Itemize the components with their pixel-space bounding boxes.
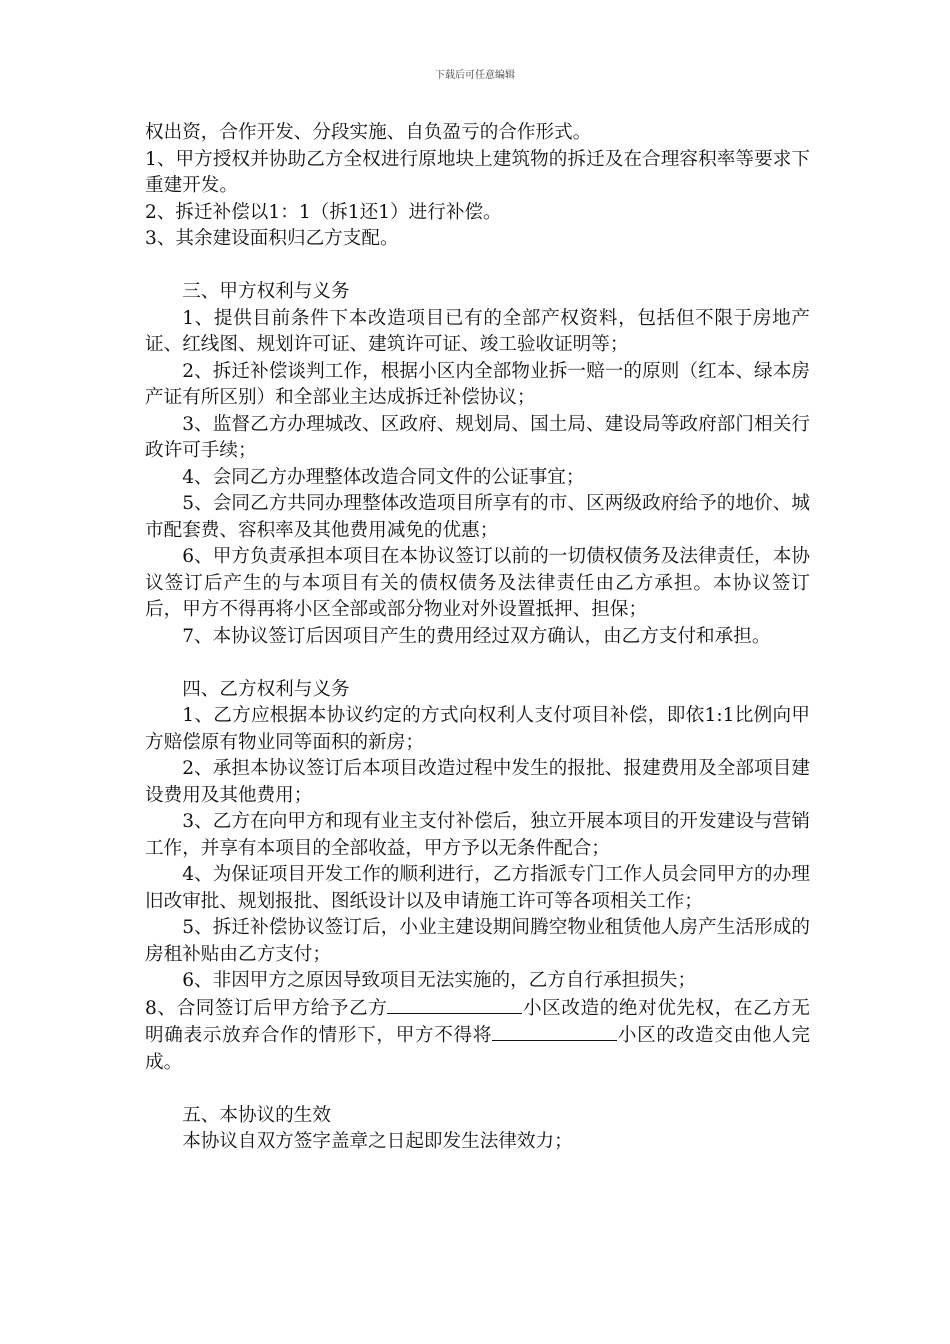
section-3-item-4: 4、会同乙方办理整体改造合同文件的公证事宜； [182, 466, 585, 488]
section-3-item-3: 3、监督乙方办理城改、区政府、规划局、国土局、建设局等政府部门相关行政许可手续； [145, 413, 810, 461]
intro-line: 权出资，合作开发、分段实施、自负盈亏的合作形式。 [145, 122, 592, 143]
section-gap [145, 253, 810, 280]
section-4-item-3: 3、乙方在向甲方和现有业主支付补偿后，独立开展本项目的开发建设与营销工作，并享有本项目的全部收益，甲方予以无条件配合； [145, 811, 810, 859]
intro-item-2: 2、拆迁补偿以1：1（拆1还1）进行补偿。 [145, 201, 502, 223]
item-8-text-part-1: 8、合同签订后甲方给予乙方 [145, 997, 388, 1019]
page-header-note: 下载后可任意编辑 [435, 70, 515, 81]
section-3-item-2: 2、拆迁补偿谈判工作，根据小区内全部物业拆一赔一的原则（红本、绿本房产证有所区别）和全部业主达成拆迁补偿协议； [145, 360, 810, 408]
document-body [145, 120, 810, 1156]
section-3-item-5: 5、会同乙方共同办理整体改造项目所享有的市、区两级政府给予的地价、城市配套费、容积率及其他费用减免的优惠； [145, 493, 810, 541]
section-4-title: 四、乙方权利与义务 [182, 678, 350, 700]
blank-underline-2[interactable] [492, 1022, 617, 1041]
blank-underline-1[interactable] [387, 995, 522, 1014]
section-4-item-4: 4、为保证项目开发工作的顺利进行，乙方指派专门工作人员会同甲方的办理旧改审批、规划报批、图纸设计以及申请施工许可等各项相关工作； [145, 864, 810, 912]
section-gap [145, 1076, 810, 1103]
section-5-title: 五、本协议的生效 [182, 1104, 331, 1126]
section-4-item-1: 1、乙方应根据本协议约定的方式向权利人支付项目补偿，即依1:1比例向甲方赔偿原有物业同等面积的新房； [145, 705, 810, 753]
section-4-item-8 [145, 995, 810, 1077]
section-3-item-6: 6、甲方负责承担本项目在本协议签订以前的一切债权债务及法律责任，本协议签订后产生的与本项目有关的债权债务及法律责任由乙方承担。本协议签订后，甲方不得再将小区全部或部分物业对外设置抵押、担保； [145, 546, 810, 620]
section-3-title: 三、甲方权利与义务 [182, 281, 350, 302]
section-5-text: 本协议自双方签字盖章之日起即发生法律效力； [182, 1131, 573, 1152]
section-4-item-5: 5、拆迁补偿协议签订后，小业主建设期间腾空物业租赁他人房产生活形成的房租补贴由乙方支付； [145, 917, 810, 965]
item-8-text-part-3: 小区的改造交由他人完成。 [145, 1025, 810, 1073]
item-8-text-part-2: 小区改造的绝对优先权，在乙方无明确表示放弃合作的情形下，甲方不得将 [145, 997, 810, 1046]
intro-item-3: 3、其余建设面积归乙方支配。 [145, 228, 399, 249]
intro-item-1: 1、甲方授权并协助乙方全权进行原地块上建筑物的拆迁及在合理容积率等要求下重建开发。 [145, 148, 810, 196]
section-4-item-2: 2、承担本协议签订后本项目改造过程中发生的报批、报建费用及全部项目建设费用及其他费用； [145, 758, 810, 806]
section-3-item-7: 7、本协议签订后因项目产生的费用经过双方确认，由乙方支付和承担。 [182, 625, 771, 647]
section-4-item-6: 6、非因甲方之原因导致项目无法实施的，乙方自行承担损失； [182, 970, 697, 991]
section-3-item-1: 1、提供目前条件下本改造项目已有的全部产权资料，包括但不限于房地产证、红线图、规划许可证、建筑许可证、竣工验收证明等； [145, 307, 810, 355]
section-gap [145, 650, 810, 677]
